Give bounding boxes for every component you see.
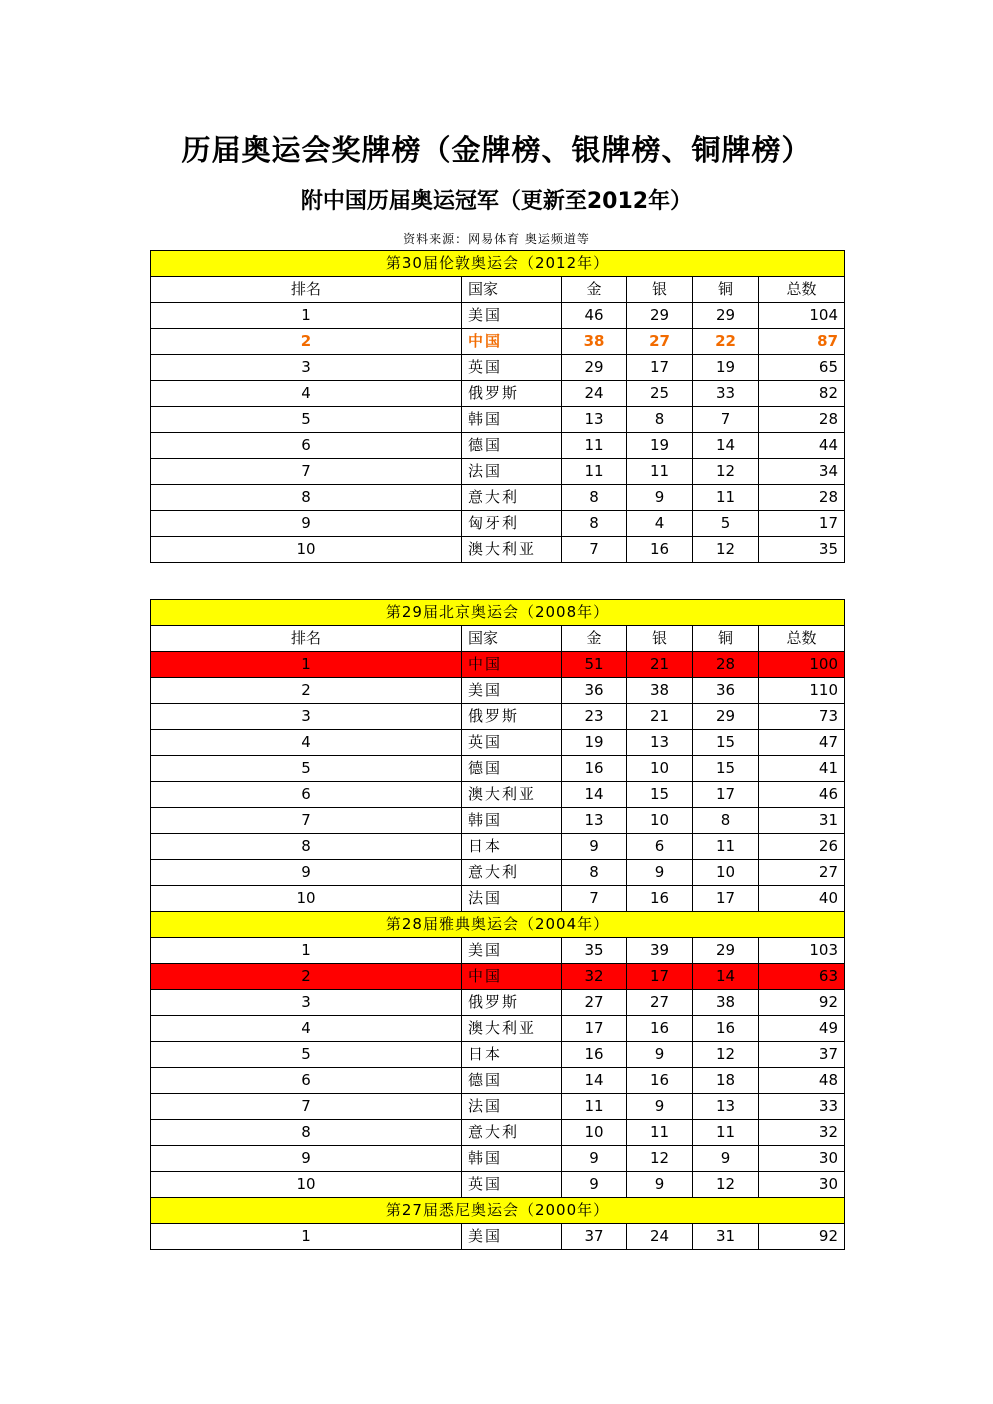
table-row — [151, 381, 845, 407]
gold-cell: 8 — [562, 485, 627, 511]
country-cell: 德国 — [462, 1068, 562, 1094]
bronze-cell: 12 — [693, 459, 759, 485]
rank-cell: 2 — [151, 678, 462, 704]
country-cell: 澳大利亚 — [462, 782, 562, 808]
game-title-row — [151, 1198, 845, 1224]
total-cell: 30 — [759, 1172, 845, 1198]
total-cell: 65 — [759, 355, 845, 381]
gold-cell: 11 — [562, 433, 627, 459]
gold-cell: 9 — [562, 1146, 627, 1172]
rank-cell: 5 — [151, 1042, 462, 1068]
total-cell: 47 — [759, 730, 845, 756]
header-rank: 排名 — [151, 277, 462, 303]
bronze-cell: 15 — [693, 756, 759, 782]
gold-cell: 51 — [562, 652, 627, 678]
country-cell: 澳大利亚 — [462, 537, 562, 563]
header-row — [151, 626, 845, 652]
silver-cell: 9 — [627, 1094, 693, 1120]
bronze-cell: 28 — [693, 652, 759, 678]
rank-cell: 7 — [151, 459, 462, 485]
table-row — [151, 1120, 845, 1146]
bronze-cell: 9 — [693, 1146, 759, 1172]
gold-cell: 16 — [562, 756, 627, 782]
country-cell: 中国 — [462, 329, 562, 355]
table-row-china — [151, 652, 845, 678]
rank-cell: 10 — [151, 537, 462, 563]
total-cell: 44 — [759, 433, 845, 459]
gold-cell: 14 — [562, 782, 627, 808]
header-total: 总数 — [759, 626, 845, 652]
gold-cell: 17 — [562, 1016, 627, 1042]
gold-cell: 9 — [562, 1172, 627, 1198]
table-row — [151, 1094, 845, 1120]
gold-cell: 7 — [562, 537, 627, 563]
country-cell: 日本 — [462, 1042, 562, 1068]
silver-cell: 27 — [627, 990, 693, 1016]
country-cell: 俄罗斯 — [462, 704, 562, 730]
table-row — [151, 704, 845, 730]
table-row — [151, 511, 845, 537]
country-cell: 德国 — [462, 756, 562, 782]
table-row — [151, 808, 845, 834]
rank-cell: 8 — [151, 834, 462, 860]
country-cell: 意大利 — [462, 1120, 562, 1146]
gold-cell: 9 — [562, 834, 627, 860]
table-row-china — [151, 329, 845, 355]
silver-cell: 9 — [627, 485, 693, 511]
silver-cell: 6 — [627, 834, 693, 860]
total-cell: 40 — [759, 886, 845, 912]
total-cell: 104 — [759, 303, 845, 329]
rank-cell: 8 — [151, 1120, 462, 1146]
page-subtitle: 附中国历届奥运冠军（更新至2012年） — [300, 189, 693, 214]
table-row — [151, 756, 845, 782]
silver-cell: 21 — [627, 704, 693, 730]
gold-cell: 36 — [562, 678, 627, 704]
silver-cell: 10 — [627, 808, 693, 834]
table-row — [151, 782, 845, 808]
bronze-cell: 29 — [693, 938, 759, 964]
table-row — [151, 485, 845, 511]
rank-cell: 4 — [151, 730, 462, 756]
gold-cell: 13 — [562, 808, 627, 834]
silver-cell: 15 — [627, 782, 693, 808]
game-title: 第29届北京奥运会（2008年） — [151, 600, 845, 626]
country-cell: 英国 — [462, 355, 562, 381]
total-cell: 30 — [759, 1146, 845, 1172]
bronze-cell: 38 — [693, 990, 759, 1016]
table-row — [151, 303, 845, 329]
gold-cell: 10 — [562, 1120, 627, 1146]
table-row — [151, 459, 845, 485]
silver-cell: 27 — [627, 329, 693, 355]
total-cell: 34 — [759, 459, 845, 485]
table-row — [151, 1224, 845, 1250]
table-row — [151, 407, 845, 433]
rank-cell: 9 — [151, 1146, 462, 1172]
bronze-cell: 11 — [693, 834, 759, 860]
rank-cell: 2 — [151, 964, 462, 990]
bronze-cell: 12 — [693, 1172, 759, 1198]
country-cell: 美国 — [462, 938, 562, 964]
header-gold: 金 — [562, 277, 627, 303]
table-row — [151, 834, 845, 860]
silver-cell: 12 — [627, 1146, 693, 1172]
bronze-cell: 17 — [693, 886, 759, 912]
gold-cell: 24 — [562, 381, 627, 407]
total-cell: 31 — [759, 808, 845, 834]
gold-cell: 38 — [562, 329, 627, 355]
table-row — [151, 537, 845, 563]
bronze-cell: 14 — [693, 964, 759, 990]
total-cell: 87 — [759, 329, 845, 355]
gold-cell: 46 — [562, 303, 627, 329]
silver-cell: 16 — [627, 1016, 693, 1042]
rank-cell: 3 — [151, 355, 462, 381]
gold-cell: 27 — [562, 990, 627, 1016]
silver-cell: 39 — [627, 938, 693, 964]
gold-cell: 11 — [562, 459, 627, 485]
country-cell: 美国 — [462, 678, 562, 704]
rank-cell: 8 — [151, 485, 462, 511]
rank-cell: 1 — [151, 303, 462, 329]
bronze-cell: 29 — [693, 303, 759, 329]
bronze-cell: 13 — [693, 1094, 759, 1120]
bronze-cell: 14 — [693, 433, 759, 459]
header-gold: 金 — [562, 626, 627, 652]
gold-cell: 32 — [562, 964, 627, 990]
total-cell: 73 — [759, 704, 845, 730]
gold-cell: 23 — [562, 704, 627, 730]
silver-cell: 29 — [627, 303, 693, 329]
gold-cell: 7 — [562, 886, 627, 912]
rank-cell: 3 — [151, 704, 462, 730]
rank-cell: 9 — [151, 860, 462, 886]
bronze-cell: 12 — [693, 1042, 759, 1068]
header-country: 国家 — [462, 277, 562, 303]
country-cell: 韩国 — [462, 407, 562, 433]
gold-cell: 11 — [562, 1094, 627, 1120]
silver-cell: 9 — [627, 1172, 693, 1198]
bronze-cell: 18 — [693, 1068, 759, 1094]
total-cell: 103 — [759, 938, 845, 964]
total-cell: 35 — [759, 537, 845, 563]
country-cell: 韩国 — [462, 808, 562, 834]
total-cell: 92 — [759, 1224, 845, 1250]
country-cell: 英国 — [462, 1172, 562, 1198]
silver-cell: 17 — [627, 964, 693, 990]
medal-table-2008-2000 — [150, 599, 845, 1250]
table-row — [151, 1172, 845, 1198]
bronze-cell: 31 — [693, 1224, 759, 1250]
rank-cell: 6 — [151, 1068, 462, 1094]
silver-cell: 16 — [627, 537, 693, 563]
total-cell: 46 — [759, 782, 845, 808]
country-cell: 意大利 — [462, 485, 562, 511]
rank-cell: 5 — [151, 407, 462, 433]
gold-cell: 8 — [562, 511, 627, 537]
rank-cell: 9 — [151, 511, 462, 537]
bronze-cell: 11 — [693, 485, 759, 511]
total-cell: 28 — [759, 407, 845, 433]
total-cell: 17 — [759, 511, 845, 537]
silver-cell: 16 — [627, 1068, 693, 1094]
bronze-cell: 36 — [693, 678, 759, 704]
table-row — [151, 886, 845, 912]
total-cell: 27 — [759, 860, 845, 886]
total-cell: 32 — [759, 1120, 845, 1146]
game-title-row — [151, 600, 845, 626]
gold-cell: 29 — [562, 355, 627, 381]
rank-cell: 10 — [151, 886, 462, 912]
bronze-cell: 8 — [693, 808, 759, 834]
total-cell: 100 — [759, 652, 845, 678]
country-cell: 俄罗斯 — [462, 990, 562, 1016]
header-bronze: 铜 — [693, 626, 759, 652]
table-row — [151, 860, 845, 886]
silver-cell: 16 — [627, 886, 693, 912]
silver-cell: 11 — [627, 1120, 693, 1146]
country-cell: 法国 — [462, 886, 562, 912]
gold-cell: 35 — [562, 938, 627, 964]
table-row — [151, 433, 845, 459]
country-cell: 美国 — [462, 1224, 562, 1250]
rank-cell: 1 — [151, 1224, 462, 1250]
game-title: 第30届伦敦奥运会（2012年） — [151, 251, 845, 277]
total-cell: 49 — [759, 1016, 845, 1042]
page-title: 历届奥运会奖牌榜（金牌榜、银牌榜、铜牌榜） — [181, 133, 812, 167]
country-cell: 英国 — [462, 730, 562, 756]
country-cell: 意大利 — [462, 860, 562, 886]
silver-cell: 25 — [627, 381, 693, 407]
country-cell: 美国 — [462, 303, 562, 329]
silver-cell: 24 — [627, 1224, 693, 1250]
table-row — [151, 678, 845, 704]
game-title: 第28届雅典奥运会（2004年） — [151, 912, 845, 938]
rank-cell: 5 — [151, 756, 462, 782]
table-row — [151, 990, 845, 1016]
bronze-cell: 15 — [693, 730, 759, 756]
silver-cell: 8 — [627, 407, 693, 433]
rank-cell: 7 — [151, 1094, 462, 1120]
bronze-cell: 7 — [693, 407, 759, 433]
country-cell: 中国 — [462, 652, 562, 678]
gold-cell: 16 — [562, 1042, 627, 1068]
total-cell: 48 — [759, 1068, 845, 1094]
rank-cell: 3 — [151, 990, 462, 1016]
game-title-row — [151, 251, 845, 277]
table-row — [151, 730, 845, 756]
header-bronze: 铜 — [693, 277, 759, 303]
table-row — [151, 1146, 845, 1172]
rank-cell: 6 — [151, 782, 462, 808]
country-cell: 匈牙利 — [462, 511, 562, 537]
table-row — [151, 355, 845, 381]
country-cell: 法国 — [462, 1094, 562, 1120]
total-cell: 92 — [759, 990, 845, 1016]
country-cell: 德国 — [462, 433, 562, 459]
gold-cell: 37 — [562, 1224, 627, 1250]
rank-cell: 10 — [151, 1172, 462, 1198]
table-row — [151, 1068, 845, 1094]
total-cell: 63 — [759, 964, 845, 990]
country-cell: 中国 — [462, 964, 562, 990]
gold-cell: 14 — [562, 1068, 627, 1094]
country-cell: 澳大利亚 — [462, 1016, 562, 1042]
source-note: 资料来源：网易体育 奥运频道等 — [403, 232, 590, 246]
table-row — [151, 1016, 845, 1042]
header-silver: 银 — [627, 277, 693, 303]
header-rank: 排名 — [151, 626, 462, 652]
silver-cell: 21 — [627, 652, 693, 678]
country-cell: 日本 — [462, 834, 562, 860]
table-row-china — [151, 964, 845, 990]
table-row — [151, 1042, 845, 1068]
bronze-cell: 33 — [693, 381, 759, 407]
silver-cell: 9 — [627, 860, 693, 886]
country-cell: 法国 — [462, 459, 562, 485]
silver-cell: 11 — [627, 459, 693, 485]
total-cell: 33 — [759, 1094, 845, 1120]
bronze-cell: 29 — [693, 704, 759, 730]
bronze-cell: 12 — [693, 537, 759, 563]
header-row — [151, 277, 845, 303]
silver-cell: 17 — [627, 355, 693, 381]
silver-cell: 10 — [627, 756, 693, 782]
table-row — [151, 938, 845, 964]
total-cell: 26 — [759, 834, 845, 860]
bronze-cell: 11 — [693, 1120, 759, 1146]
silver-cell: 4 — [627, 511, 693, 537]
header-total: 总数 — [759, 277, 845, 303]
bronze-cell: 5 — [693, 511, 759, 537]
bronze-cell: 19 — [693, 355, 759, 381]
bronze-cell: 16 — [693, 1016, 759, 1042]
silver-cell: 13 — [627, 730, 693, 756]
total-cell: 37 — [759, 1042, 845, 1068]
rank-cell: 1 — [151, 938, 462, 964]
total-cell: 28 — [759, 485, 845, 511]
game-title-row — [151, 912, 845, 938]
gold-cell: 13 — [562, 407, 627, 433]
silver-cell: 19 — [627, 433, 693, 459]
silver-cell: 38 — [627, 678, 693, 704]
bronze-cell: 10 — [693, 860, 759, 886]
country-cell: 俄罗斯 — [462, 381, 562, 407]
rank-cell: 6 — [151, 433, 462, 459]
rank-cell: 4 — [151, 381, 462, 407]
rank-cell: 7 — [151, 808, 462, 834]
bronze-cell: 22 — [693, 329, 759, 355]
header-country: 国家 — [462, 626, 562, 652]
total-cell: 82 — [759, 381, 845, 407]
header-silver: 银 — [627, 626, 693, 652]
rank-cell: 4 — [151, 1016, 462, 1042]
silver-cell: 9 — [627, 1042, 693, 1068]
game-title: 第27届悉尼奥运会（2000年） — [151, 1198, 845, 1224]
total-cell: 110 — [759, 678, 845, 704]
total-cell: 41 — [759, 756, 845, 782]
bronze-cell: 17 — [693, 782, 759, 808]
gold-cell: 19 — [562, 730, 627, 756]
gold-cell: 8 — [562, 860, 627, 886]
rank-cell: 2 — [151, 329, 462, 355]
medal-table-2012 — [150, 250, 845, 563]
country-cell: 韩国 — [462, 1146, 562, 1172]
rank-cell: 1 — [151, 652, 462, 678]
